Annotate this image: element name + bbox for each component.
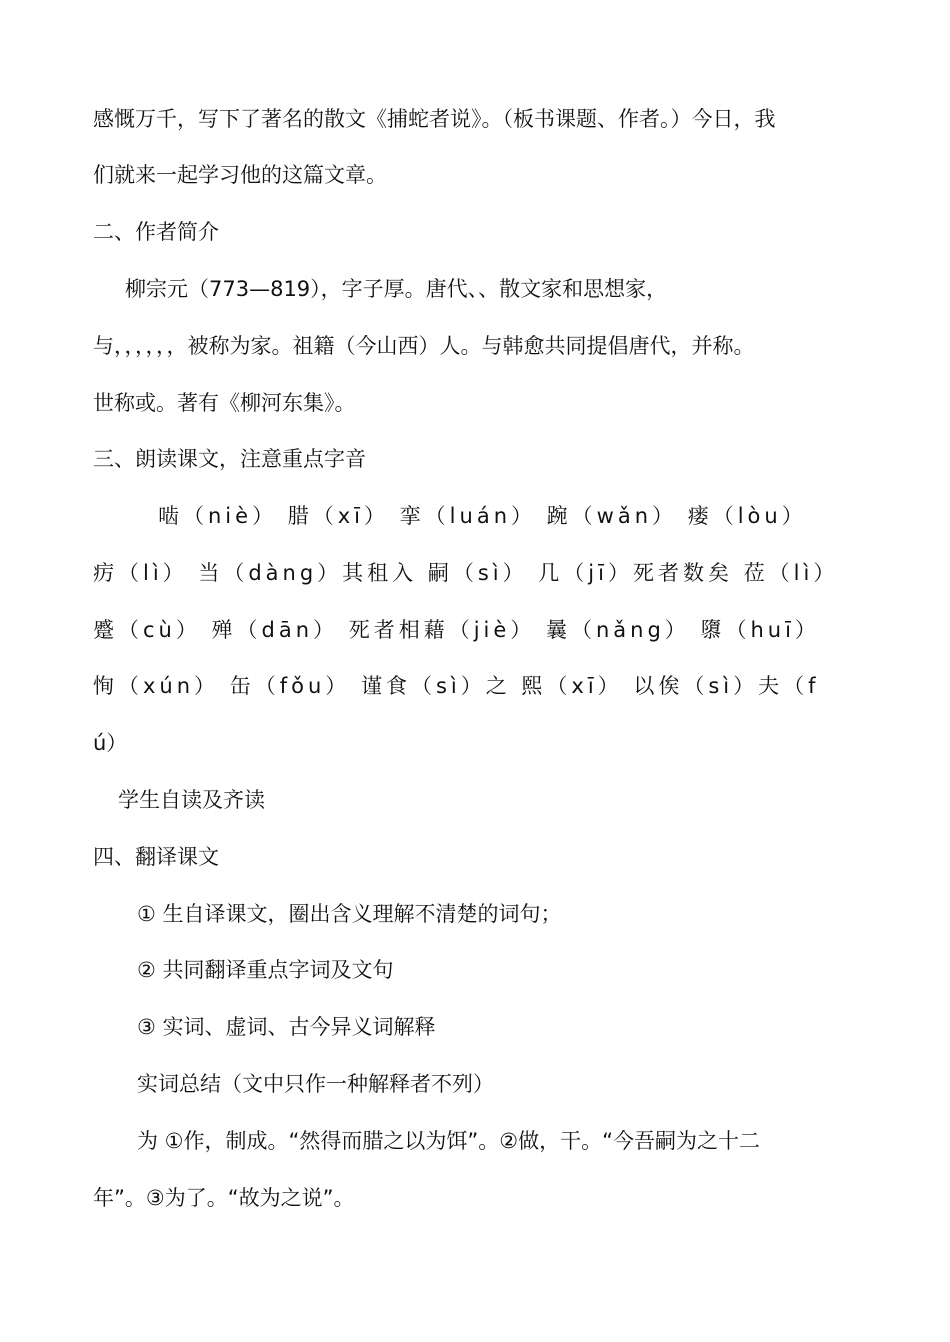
author-text-2: 与，，，，，，被称为家。祖籍（今山西）人。与韩愈共同提倡唐代，并称。 bbox=[93, 334, 755, 358]
translation-step-3: ③ 实词、虚词、古今异义词解释 bbox=[137, 1015, 436, 1039]
section-heading-reading: 三、朗读课文，注意重点字音 bbox=[93, 447, 366, 471]
section-heading-translation: 四、翻译课文 bbox=[93, 845, 219, 869]
author-text-3: 世称或。著有《柳河东集》。 bbox=[93, 391, 356, 415]
translation-step-1: ① 生自译课文，圈出含义理解不清楚的词句； bbox=[137, 902, 562, 926]
word-definition-wei-2: 年”。③为了。“故为之说”。 bbox=[93, 1186, 355, 1210]
reading-note: 学生自读及齐读 bbox=[118, 788, 265, 812]
text-line-intro-1: 感慨万千，写下了著名的散文《捕蛇者说》。（板书课题、作者。）今日，我 bbox=[93, 107, 776, 131]
word-definition-wei-1: 为 ①作，制成。“然得而腊之以为饵”。②做，干。“今吾嗣为之十二 bbox=[137, 1129, 760, 1153]
translation-step-2: ② 共同翻译重点字词及文句 bbox=[137, 958, 394, 982]
pronunciation-line-2: 疠（lì） 当（dàng）其租入 嗣（sì） 几（jī）死者数矣 莅（lì） bbox=[93, 561, 839, 585]
author-text-1: 柳宗元（773—819），字子厚。唐代、、散文家和思想家， bbox=[125, 277, 668, 301]
pronunciation-line-1: 啮（niè） 腊（xī） 挛（luán） 踠（wǎn） 瘘（lòu） bbox=[158, 504, 807, 528]
section-heading-author: 二、作者简介 bbox=[93, 220, 219, 244]
pronunciation-line-5: ú） bbox=[93, 731, 128, 755]
pronunciation-line-4: 恂（xún） 缶（fǒu） 谨食（sì）之 熙（xī） 以俟（sì）夫（f bbox=[93, 674, 820, 698]
text-line-intro-2: 们就来一起学习他的这篇文章。 bbox=[93, 163, 387, 187]
pronunciation-line-3: 蹙（cù） 殚（dān） 死者相藉（jiè） 曩（nǎng） 隳（huī） bbox=[93, 618, 820, 642]
content-words-summary: 实词总结（文中只作一种解释者不列） bbox=[137, 1072, 494, 1096]
